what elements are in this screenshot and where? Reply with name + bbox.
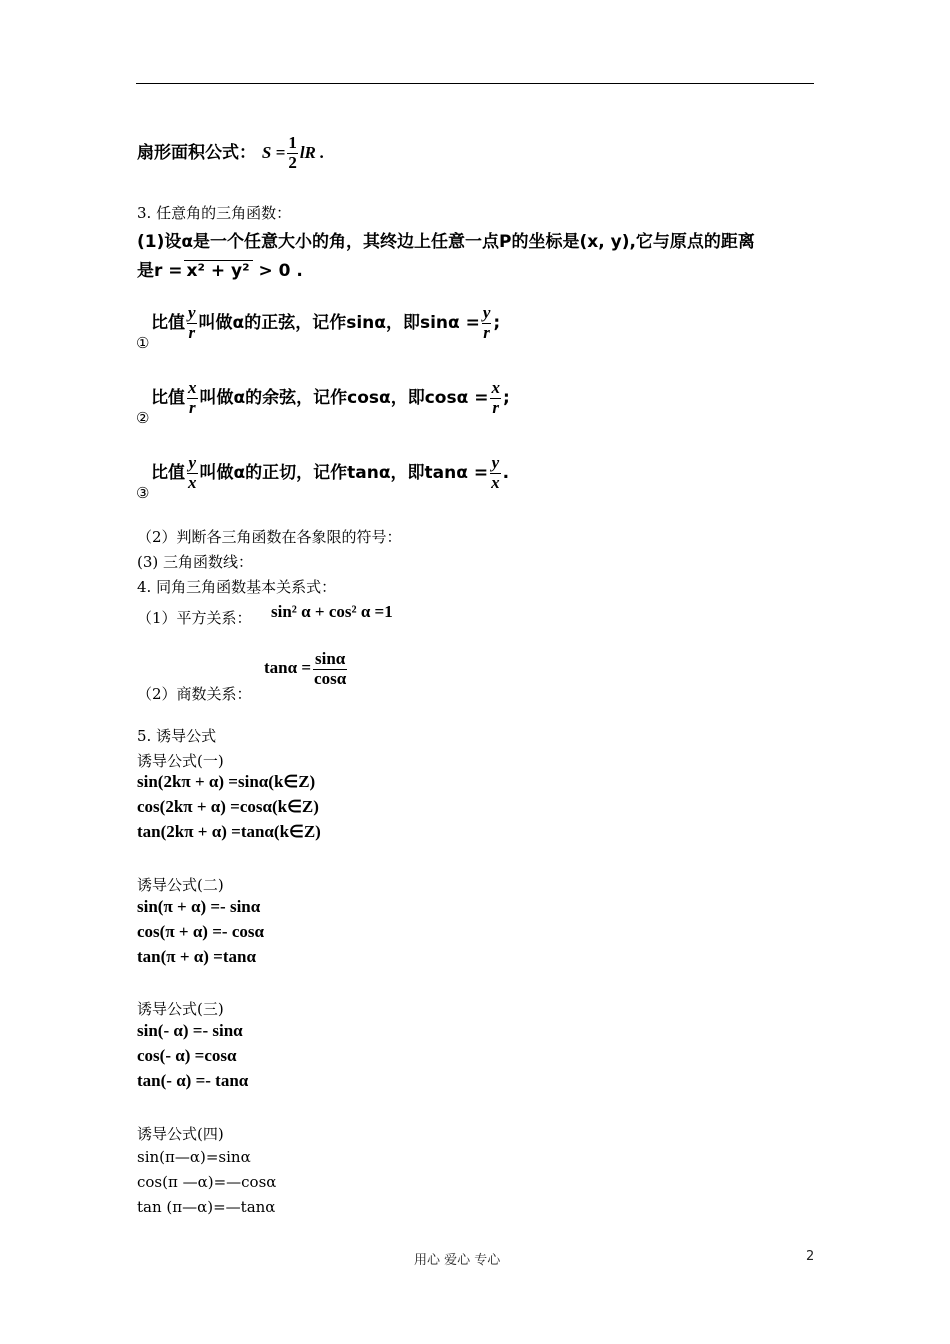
induction-formula: sin(π + α) =- sinα (137, 897, 261, 916)
item-marker-3: ③ (136, 484, 150, 502)
header-rule (136, 83, 814, 84)
sector-area-formula: 扇形面积公式： S = $\frac{1}{2}$ lR . (137, 133, 325, 172)
sector-area-fraction: $\frac{1}{2}$ (288, 133, 297, 172)
page-number: 2 (806, 1249, 815, 1264)
induction-formula: tan(π + α) =tanα (137, 947, 256, 966)
sqrt-expression: x² + y² (184, 260, 253, 281)
quotient-relation-formula: tanα = $\frac{\sin\alpha}{\cos\alpha}$ (264, 649, 347, 688)
induction-group-1-title: 诱导公式(一) (137, 752, 224, 770)
item-marker-2: ② (136, 409, 150, 427)
induction-formula: tan(- α) =- tanα (137, 1071, 249, 1090)
section3-p1-line2: 是r = x² + y² > 0 . (137, 261, 303, 281)
quotient-relation-label: （2）商数关系： (137, 685, 252, 703)
induction-formula: tan (π—α)=—tanα (137, 1198, 276, 1216)
section4-heading: 4. 同角三角函数基本关系式： (137, 578, 337, 596)
footer-text: 用心 爱心 专心 (414, 1253, 501, 1268)
induction-formula: cos(π + α) =- cosα (137, 922, 264, 941)
induction-group-4-title: 诱导公式(四) (137, 1125, 224, 1143)
square-relation-formula: sin² α + cos² α =1 (271, 602, 393, 621)
section3-p1-line1: (1)设α是一个任意大小的角，其终边上任意一点P的坐标是(x, y),它与原点的距离 (137, 232, 755, 252)
induction-group-2-title: 诱导公式(二) (137, 876, 224, 894)
section3-heading: 3. 任意角的三角函数： (137, 204, 292, 222)
induction-formula: sin(π—α)=sinα (137, 1148, 251, 1166)
induction-formula: cos(- α) =cosα (137, 1046, 237, 1065)
induction-formula: cos(2kπ + α) =cosα(k∈Z) (137, 797, 319, 816)
square-relation-label: （1）平方关系： (137, 609, 252, 627)
induction-formula: tan(2kπ + α) =tanα(k∈Z) (137, 822, 321, 841)
section5-heading: 5. 诱导公式 (137, 727, 217, 745)
tangent-definition: 比值 $\frac{y}{x}$ 叫做α的正切，记作tanα，即tanα = $\frac{y}{x}$ . (151, 453, 510, 492)
induction-formula: sin(2kπ + α) =sinα(k∈Z) (137, 772, 316, 791)
sine-definition: 比值 $\frac{y}{r}$ 叫做α的正弦，记作sinα，即sinα = $\frac{y}{r}$ ; (151, 303, 501, 342)
cosine-definition: 比值 $\frac{x}{r}$ 叫做α的余弦，记作cosα，即cosα = $\frac{x}{r}$ ; (151, 378, 510, 417)
induction-formula: sin(- α) =- sinα (137, 1021, 243, 1040)
induction-formula: cos(π —α)=—cosα (137, 1173, 277, 1191)
induction-group-3-title: 诱导公式(三) (137, 1000, 224, 1018)
item-marker-1: ① (136, 334, 150, 352)
section3-p3: (3) 三角函数线： (137, 553, 254, 571)
section3-p2: （2）判断各三角函数在各象限的符号： (137, 528, 402, 546)
